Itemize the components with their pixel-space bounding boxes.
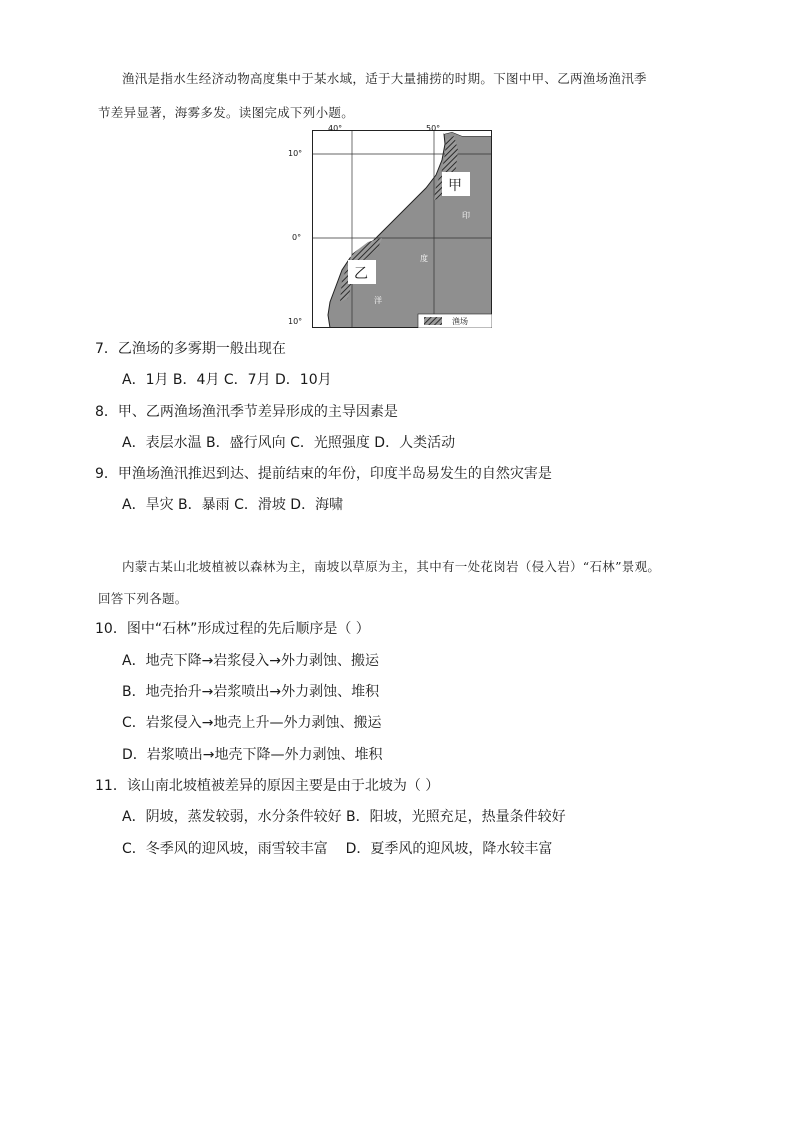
question-8-stem: 8．甲、乙两渔场渔汛季节差异形成的主导因素是 bbox=[95, 404, 398, 420]
question-10-option-c: C．岩浆侵入→地壳上升—外力剥蚀、搬运 bbox=[122, 715, 382, 731]
question-10-option-b: B．地壳抬升→岩浆喷出→外力剥蚀、堆积 bbox=[122, 684, 380, 700]
question-9-options: A．旱灾 B．暴雨 C．滑坡 D．海啸 bbox=[122, 497, 344, 513]
legend-label: 渔场 bbox=[452, 317, 468, 326]
question-10-stem: 10．图中“石林”形成过程的先后顺序是（ ） bbox=[95, 621, 370, 637]
question-7-stem: 7．乙渔场的多雾期一般出现在 bbox=[95, 341, 286, 357]
question-11-options-cd: C．冬季风的迎风坡，雨雪较丰富 D．夏季风的迎风坡，降水较丰富 bbox=[122, 841, 553, 857]
lon-label-50: 50° bbox=[426, 124, 441, 133]
question-9-stem: 9．甲渔场渔汛推迟到达、提前结束的年份，印度半岛易发生的自然灾害是 bbox=[95, 466, 552, 482]
fishery-map bbox=[312, 130, 492, 328]
passage-1-line-1: 渔汛是指水生经济动物高度集中于某水域，适于大量捕捞的时期。下图中甲、乙两渔场渔汛季 bbox=[122, 71, 647, 86]
passage-2-line-1: 内蒙古某山北坡植被以森林为主，南坡以草原为主，其中有一处花岗岩（侵入岩）“石林”景观。 bbox=[122, 559, 661, 574]
lat-label-0: 0° bbox=[292, 233, 302, 242]
lat-label-10n: 10° bbox=[288, 149, 303, 158]
question-7-options: A．1月 B．4月 C．7月 D．10月 bbox=[122, 372, 332, 388]
sea-label-yang: 洋 bbox=[374, 296, 382, 305]
passage-1-line-2: 节差异显著，海雾多发。读图完成下列小题。 bbox=[98, 105, 355, 120]
fishery-map-figure bbox=[288, 124, 492, 328]
passage-2-line-2: 回答下列各题。 bbox=[98, 591, 188, 606]
question-10-option-a: A．地壳下降→岩浆侵入→外力剥蚀、搬运 bbox=[122, 653, 380, 669]
question-8-options: A．表层水温 B．盛行风向 C．光照强度 D．人类活动 bbox=[122, 435, 456, 451]
lat-label-10s: 10° bbox=[288, 317, 303, 326]
sea-label-du: 度 bbox=[420, 254, 428, 263]
lon-label-40: 40° bbox=[328, 124, 343, 133]
question-11-stem: 11．该山南北坡植被差异的原因主要是由于北坡为（ ） bbox=[95, 778, 440, 794]
label-yi: 乙 bbox=[354, 266, 368, 282]
legend-swatch bbox=[424, 317, 442, 325]
question-10-option-d: D．岩浆喷出→地壳下降—外力剥蚀、堆积 bbox=[122, 747, 383, 763]
label-jia: 甲 bbox=[448, 178, 462, 194]
question-11-options-ab: A．阴坡，蒸发较弱，水分条件较好 B．阳坡，光照充足，热量条件较好 bbox=[122, 809, 566, 825]
sea-label-yin: 印 bbox=[462, 211, 470, 220]
